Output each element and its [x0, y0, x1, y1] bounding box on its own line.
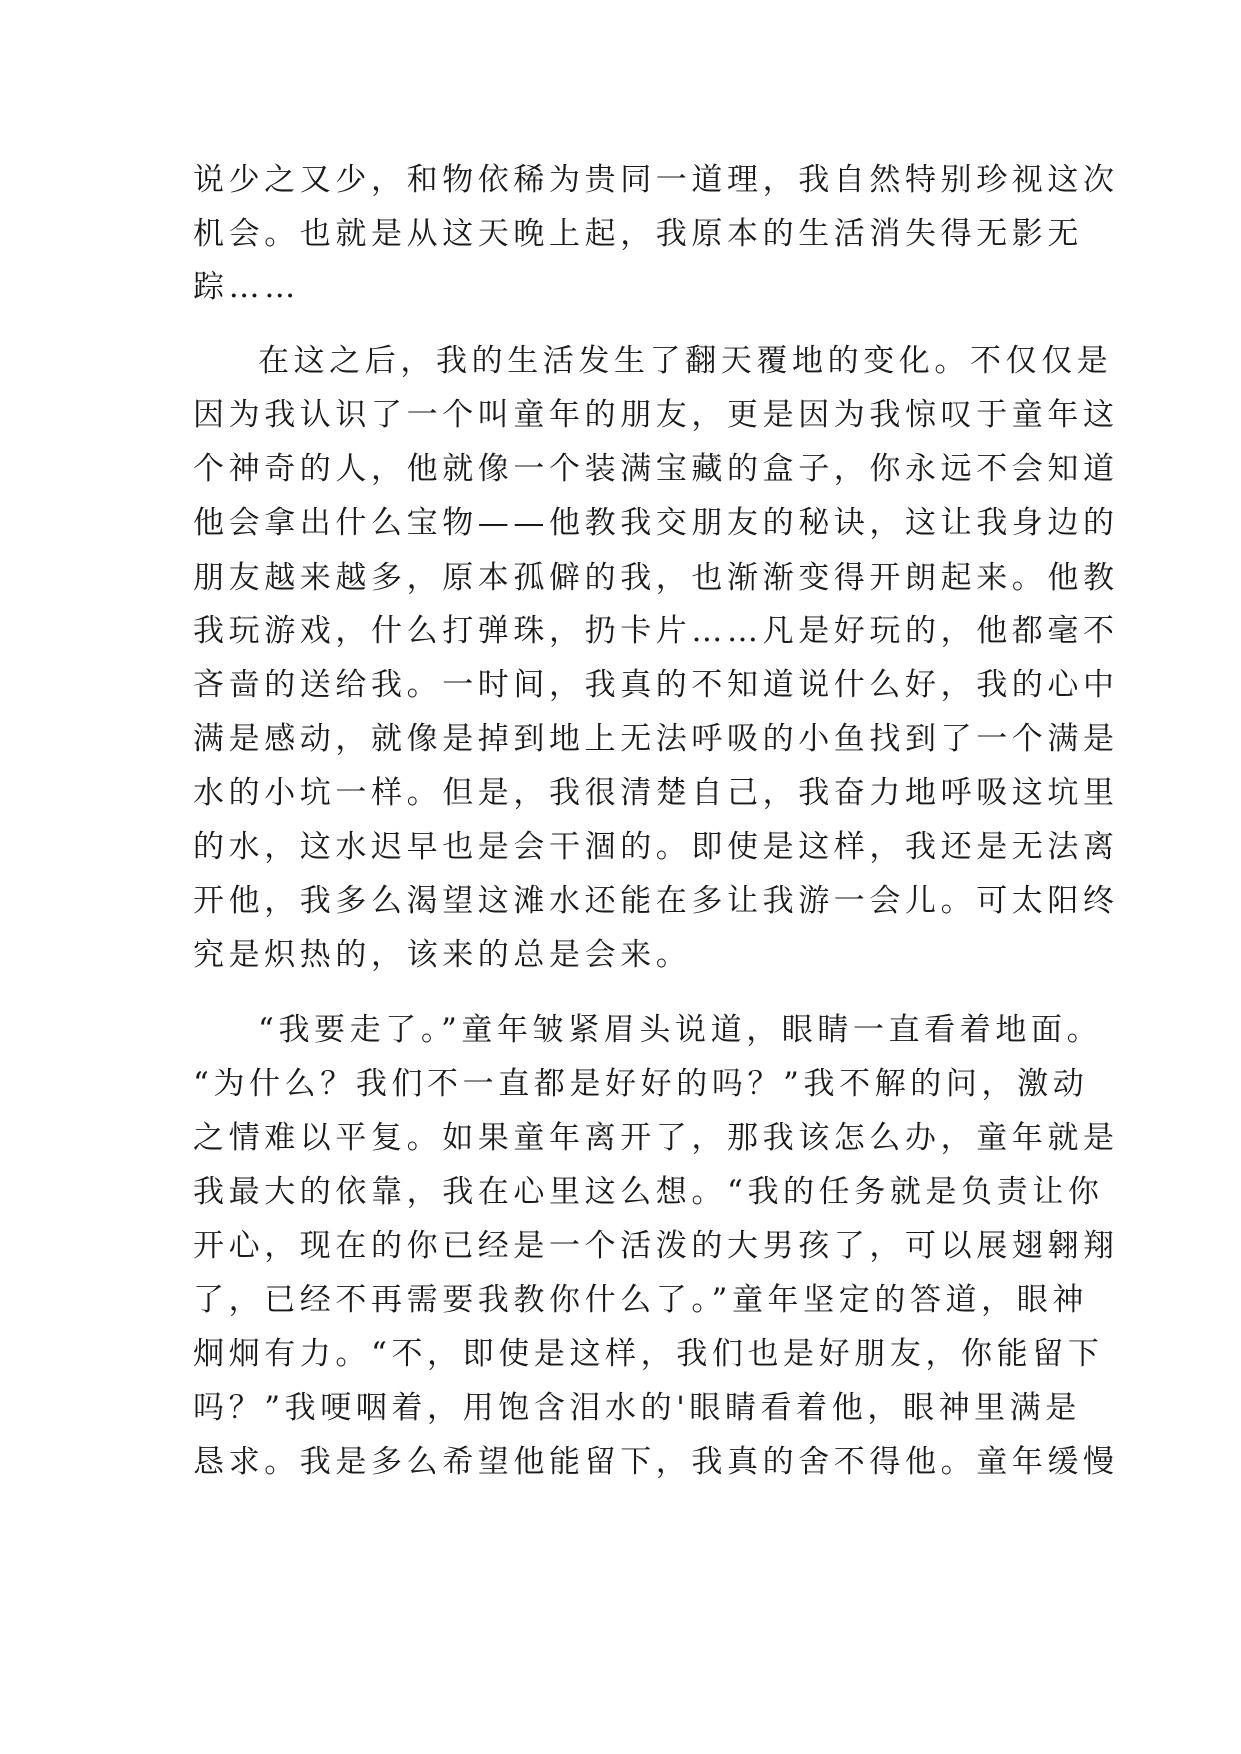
text-line: 说少之又少，和物依稀为贵同一道理，我自然特别珍视这次: [193, 162, 1119, 198]
text-line: 满是感动，就像是掉到地上无法呼吸的小鱼找到了一个满是: [193, 721, 1119, 757]
text-line: 开他，我多么渴望这滩水还能在多让我游一会儿。可太阳终: [193, 883, 1119, 919]
text-line: 开心，现在的你已经是一个活泼的大男孩了，可以展翅翱翔: [193, 1228, 1119, 1264]
text-line: “为什么？我们不一直都是好好的吗？”我不解的问，激动: [193, 1066, 1089, 1102]
text-line: 了，已经不再需要我教你什么了。”童年坚定的答道，眼神: [193, 1282, 1088, 1318]
text-line: 的水，这水迟早也是会干涸的。即使是这样，我还是无法离: [193, 829, 1119, 865]
text-line: 之情难以平复。如果童年离开了，那我该怎么办，童年就是: [193, 1120, 1119, 1156]
text-line: 机会。也就是从这天晚上起，我原本的生活消失得无影无: [193, 216, 1083, 252]
text-line: 吝啬的送给我。一时间，我真的不知道说什么好，我的心中: [193, 667, 1119, 703]
text-line: 因为我认识了一个叫童年的朋友，更是因为我惊叹于童年这: [193, 397, 1119, 433]
text-line: 我玩游戏，什么打弹珠，扔卡片……凡是好玩的，他都毫不: [193, 613, 1119, 649]
text-line: 在这之后，我的生活发生了翻天覆地的变化。不仅仅是: [258, 343, 1113, 379]
text-line: 个神奇的人，他就像一个装满宝藏的盒子，你永远不会知道: [193, 451, 1119, 487]
text-line: 朋友越来越多，原本孤僻的我，也渐渐变得开朗起来。他教: [193, 560, 1119, 596]
text-line: 我最大的依靠，我在心里这么想。“我的任务就是负责让你: [193, 1174, 1104, 1210]
text-line: 恳求。我是多么希望他能留下，我真的舍不得他。童年缓慢: [193, 1444, 1119, 1480]
text-line: 踪……: [193, 269, 300, 305]
text-line: 他会拿出什么宝物——他教我交朋友的秘诀，这让我身边的: [193, 505, 1119, 541]
text-line: 吗？”我哽咽着，用饱含泪水的'眼睛看着他，眼神里满是: [193, 1390, 1081, 1426]
text-line: 水的小坑一样。但是，我很清楚自己，我奋力地呼吸这坑里: [193, 775, 1119, 811]
text-line: 究是炽热的，该来的总是会来。: [193, 937, 692, 973]
text-line: 炯炯有力。“不，即使是这样，我们也是好朋友，你能留下: [193, 1336, 1104, 1372]
text-line: “我要走了。”童年皱紧眉头说道，眼睛一直看着地面。: [258, 1012, 1103, 1048]
